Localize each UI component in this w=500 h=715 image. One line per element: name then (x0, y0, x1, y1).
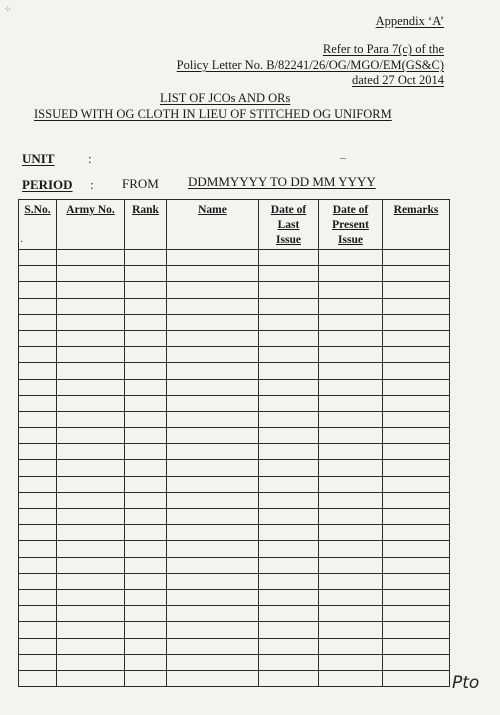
table-cell (57, 347, 125, 363)
table-cell (319, 525, 383, 541)
table-cell (319, 266, 383, 282)
table-cell (19, 395, 57, 411)
table-cell (167, 492, 259, 508)
table-cell (319, 557, 383, 573)
table-row (19, 298, 450, 314)
table-cell (19, 314, 57, 330)
appendix-label: Appendix ‘A’ (375, 14, 444, 28)
table-cell (125, 589, 167, 605)
table-cell (167, 606, 259, 622)
table-cell (383, 638, 450, 654)
table-cell (19, 298, 57, 314)
table-cell (319, 509, 383, 525)
table-cell (319, 314, 383, 330)
issue-register-table (18, 199, 450, 687)
table-cell (319, 444, 383, 460)
column-header (259, 200, 319, 250)
table-cell (259, 395, 319, 411)
table-cell (259, 622, 319, 638)
table-cell (259, 606, 319, 622)
table-cell (125, 638, 167, 654)
table-cell (259, 347, 319, 363)
table-cell (125, 314, 167, 330)
table-row (19, 654, 450, 670)
table-cell (259, 476, 319, 492)
table-row (19, 606, 450, 622)
table-cell (319, 347, 383, 363)
period-from-label: FROM (122, 176, 159, 191)
table-cell (167, 314, 259, 330)
table-cell (259, 460, 319, 476)
table-cell (57, 589, 125, 605)
table-cell (19, 606, 57, 622)
table-cell (167, 638, 259, 654)
table-cell (125, 395, 167, 411)
column-header-text: Date of (270, 204, 307, 216)
table-cell (383, 395, 450, 411)
column-header-text: Army No. (66, 204, 115, 216)
table-cell (19, 670, 57, 686)
table-row (19, 541, 450, 557)
table-cell (125, 573, 167, 589)
table-row (19, 379, 450, 395)
table-cell (167, 557, 259, 573)
column-header-text: Issue (338, 234, 363, 246)
table-cell (383, 557, 450, 573)
table-cell (19, 476, 57, 492)
table-cell (319, 541, 383, 557)
table-cell (383, 347, 450, 363)
table-cell (19, 330, 57, 346)
table-cell (259, 589, 319, 605)
unit-colon: : (88, 151, 92, 166)
table-cell (57, 428, 125, 444)
table-row (19, 557, 450, 573)
table-cell (57, 492, 125, 508)
table-cell (167, 266, 259, 282)
table-cell (167, 622, 259, 638)
table-cell (19, 282, 57, 298)
table-cell (383, 282, 450, 298)
column-header-text: S.No. (24, 204, 51, 216)
table-cell (383, 379, 450, 395)
table-cell (125, 282, 167, 298)
table-cell (125, 411, 167, 427)
table-cell (167, 589, 259, 605)
table-cell (259, 573, 319, 589)
table-cell (57, 476, 125, 492)
corner-scan-mark: ⁘ (4, 4, 12, 14)
table-cell (57, 266, 125, 282)
table-cell (19, 444, 57, 460)
table-cell (57, 411, 125, 427)
column-header (125, 200, 167, 250)
table-cell (19, 250, 57, 266)
table-row (19, 509, 450, 525)
table-cell (319, 589, 383, 605)
table-cell (167, 509, 259, 525)
table-cell (167, 363, 259, 379)
column-header-text: Remarks (393, 204, 439, 216)
table-cell (125, 525, 167, 541)
column-header (383, 200, 450, 250)
table-cell (57, 622, 125, 638)
column-header (19, 200, 57, 250)
period-colon: : (90, 177, 94, 192)
table-cell (383, 589, 450, 605)
table-cell (167, 347, 259, 363)
table-cell (259, 525, 319, 541)
table-cell (383, 411, 450, 427)
table-row (19, 282, 450, 298)
column-header-text: Rank (132, 204, 159, 216)
table-cell (319, 411, 383, 427)
table-row (19, 411, 450, 427)
table-row (19, 330, 450, 346)
table-cell (125, 250, 167, 266)
table-row (19, 363, 450, 379)
document-title-line-2: ISSUED WITH OG CLOTH IN LIEU OF STITCHED OG UNIFORM (34, 107, 392, 121)
period-label: PERIOD (22, 177, 73, 192)
table-row (19, 347, 450, 363)
table-cell (57, 670, 125, 686)
table-row (19, 444, 450, 460)
table-row (19, 492, 450, 508)
table-cell (57, 509, 125, 525)
table-cell (19, 622, 57, 638)
table-cell (259, 282, 319, 298)
table-cell (319, 670, 383, 686)
table-cell (167, 460, 259, 476)
table-cell (167, 444, 259, 460)
table-row (19, 670, 450, 686)
table-cell (383, 654, 450, 670)
column-header (167, 200, 259, 250)
table-cell (319, 460, 383, 476)
table-row (19, 476, 450, 492)
table-cell (167, 411, 259, 427)
table-cell (167, 428, 259, 444)
table-cell (319, 330, 383, 346)
scan-dash-mark: – (340, 150, 346, 164)
table-cell (383, 541, 450, 557)
table-cell (57, 379, 125, 395)
table-cell (383, 509, 450, 525)
table-cell (167, 654, 259, 670)
table-cell (259, 509, 319, 525)
table-row (19, 428, 450, 444)
table-cell (57, 654, 125, 670)
table-cell (57, 314, 125, 330)
table-cell (383, 460, 450, 476)
unit-label: UNIT (22, 151, 55, 166)
table-cell (383, 492, 450, 508)
table-cell (125, 492, 167, 508)
table-cell (19, 363, 57, 379)
table-cell (125, 379, 167, 395)
table-cell (125, 557, 167, 573)
table-cell (383, 606, 450, 622)
column-header (319, 200, 383, 250)
table-row (19, 314, 450, 330)
table-cell (57, 573, 125, 589)
table-cell (57, 298, 125, 314)
table-row (19, 525, 450, 541)
table-cell (167, 573, 259, 589)
table-cell (57, 460, 125, 476)
table-cell (125, 654, 167, 670)
table-cell (319, 622, 383, 638)
table-cell (57, 638, 125, 654)
table-cell (259, 492, 319, 508)
table-cell (125, 476, 167, 492)
table-cell (319, 250, 383, 266)
table-cell (57, 557, 125, 573)
table-cell (57, 525, 125, 541)
table-row (19, 589, 450, 605)
column-header-text: Present (332, 219, 369, 231)
document-title-line-1: LIST OF JCOs AND ORs (160, 91, 291, 105)
table-cell (383, 670, 450, 686)
table-cell (57, 541, 125, 557)
table-cell (259, 411, 319, 427)
table-cell (167, 476, 259, 492)
table-cell (19, 573, 57, 589)
table-cell (167, 379, 259, 395)
table-cell (259, 363, 319, 379)
reference-line-3: dated 27 Oct 2014 (352, 73, 444, 87)
table-cell (125, 670, 167, 686)
table-cell (125, 266, 167, 282)
table-cell (167, 395, 259, 411)
table-header-row (19, 200, 450, 250)
table-cell (167, 250, 259, 266)
table-cell (383, 314, 450, 330)
table-cell (319, 298, 383, 314)
table-row (19, 460, 450, 476)
table-cell (125, 330, 167, 346)
table-cell (19, 460, 57, 476)
table-cell (19, 379, 57, 395)
table-cell (125, 298, 167, 314)
table-cell (19, 411, 57, 427)
table-cell (19, 654, 57, 670)
table-cell (125, 444, 167, 460)
table-cell (383, 428, 450, 444)
table-cell (259, 266, 319, 282)
table-cell (383, 330, 450, 346)
table-cell (167, 670, 259, 686)
table-cell (319, 654, 383, 670)
column-header-text: Last (277, 219, 300, 231)
table-cell (125, 363, 167, 379)
table-cell (57, 363, 125, 379)
table-cell (383, 476, 450, 492)
table-cell (57, 250, 125, 266)
table-cell (125, 606, 167, 622)
table-cell (383, 298, 450, 314)
table-cell (19, 525, 57, 541)
handwritten-pto-note: Pto (452, 673, 480, 693)
table-row (19, 250, 450, 266)
table-cell (259, 557, 319, 573)
column-header-text: Date of (332, 204, 369, 216)
table-cell (125, 428, 167, 444)
table-cell (259, 314, 319, 330)
table-cell (19, 492, 57, 508)
table-cell (19, 541, 57, 557)
table-cell (383, 363, 450, 379)
table-cell (319, 395, 383, 411)
table-cell (259, 638, 319, 654)
reference-line-2: Policy Letter No. B/82241/26/OG/MGO/EM(GS&C) (176, 58, 444, 72)
table-body (19, 250, 450, 687)
table-cell (125, 347, 167, 363)
table-cell (167, 282, 259, 298)
table-cell (125, 622, 167, 638)
table-cell (19, 509, 57, 525)
table-row (19, 622, 450, 638)
table-cell (167, 525, 259, 541)
period-date-range: DDMMYYYY TO DD MM YYYY (188, 174, 376, 189)
table-cell (259, 379, 319, 395)
table-cell (57, 606, 125, 622)
table-cell (319, 492, 383, 508)
table-cell (259, 670, 319, 686)
table-cell (57, 282, 125, 298)
table-cell (383, 525, 450, 541)
scan-dot-mark: · (20, 237, 24, 248)
table-cell (19, 589, 57, 605)
table-cell (319, 363, 383, 379)
table-cell (125, 460, 167, 476)
column-header (57, 200, 125, 250)
table-cell (383, 573, 450, 589)
reference-line-1: Refer to Para 7(c) of the (322, 42, 444, 56)
table-cell (319, 476, 383, 492)
table-row (19, 395, 450, 411)
table-cell (57, 444, 125, 460)
table-cell (259, 428, 319, 444)
table-cell (383, 622, 450, 638)
table-row (19, 638, 450, 654)
table-cell (259, 298, 319, 314)
table-cell (167, 298, 259, 314)
table-cell (259, 444, 319, 460)
table-cell (319, 379, 383, 395)
table-cell (167, 541, 259, 557)
table-cell (383, 250, 450, 266)
table-cell (167, 330, 259, 346)
table-cell (19, 266, 57, 282)
column-header-text: Name (198, 204, 227, 216)
table-cell (19, 428, 57, 444)
table-cell (319, 573, 383, 589)
table-cell (259, 250, 319, 266)
table-cell (319, 428, 383, 444)
table-cell (57, 330, 125, 346)
table-cell (383, 266, 450, 282)
table-row (19, 266, 450, 282)
column-header-text: Issue (276, 234, 301, 246)
table-cell (259, 654, 319, 670)
table-row (19, 573, 450, 589)
table-cell (125, 509, 167, 525)
table-cell (383, 444, 450, 460)
table-cell (19, 347, 57, 363)
table-cell (319, 282, 383, 298)
table-cell (319, 606, 383, 622)
table-cell (125, 541, 167, 557)
table-cell (57, 395, 125, 411)
table-cell (259, 330, 319, 346)
table-cell (19, 638, 57, 654)
table-cell (19, 557, 57, 573)
table-cell (259, 541, 319, 557)
table-cell (319, 638, 383, 654)
